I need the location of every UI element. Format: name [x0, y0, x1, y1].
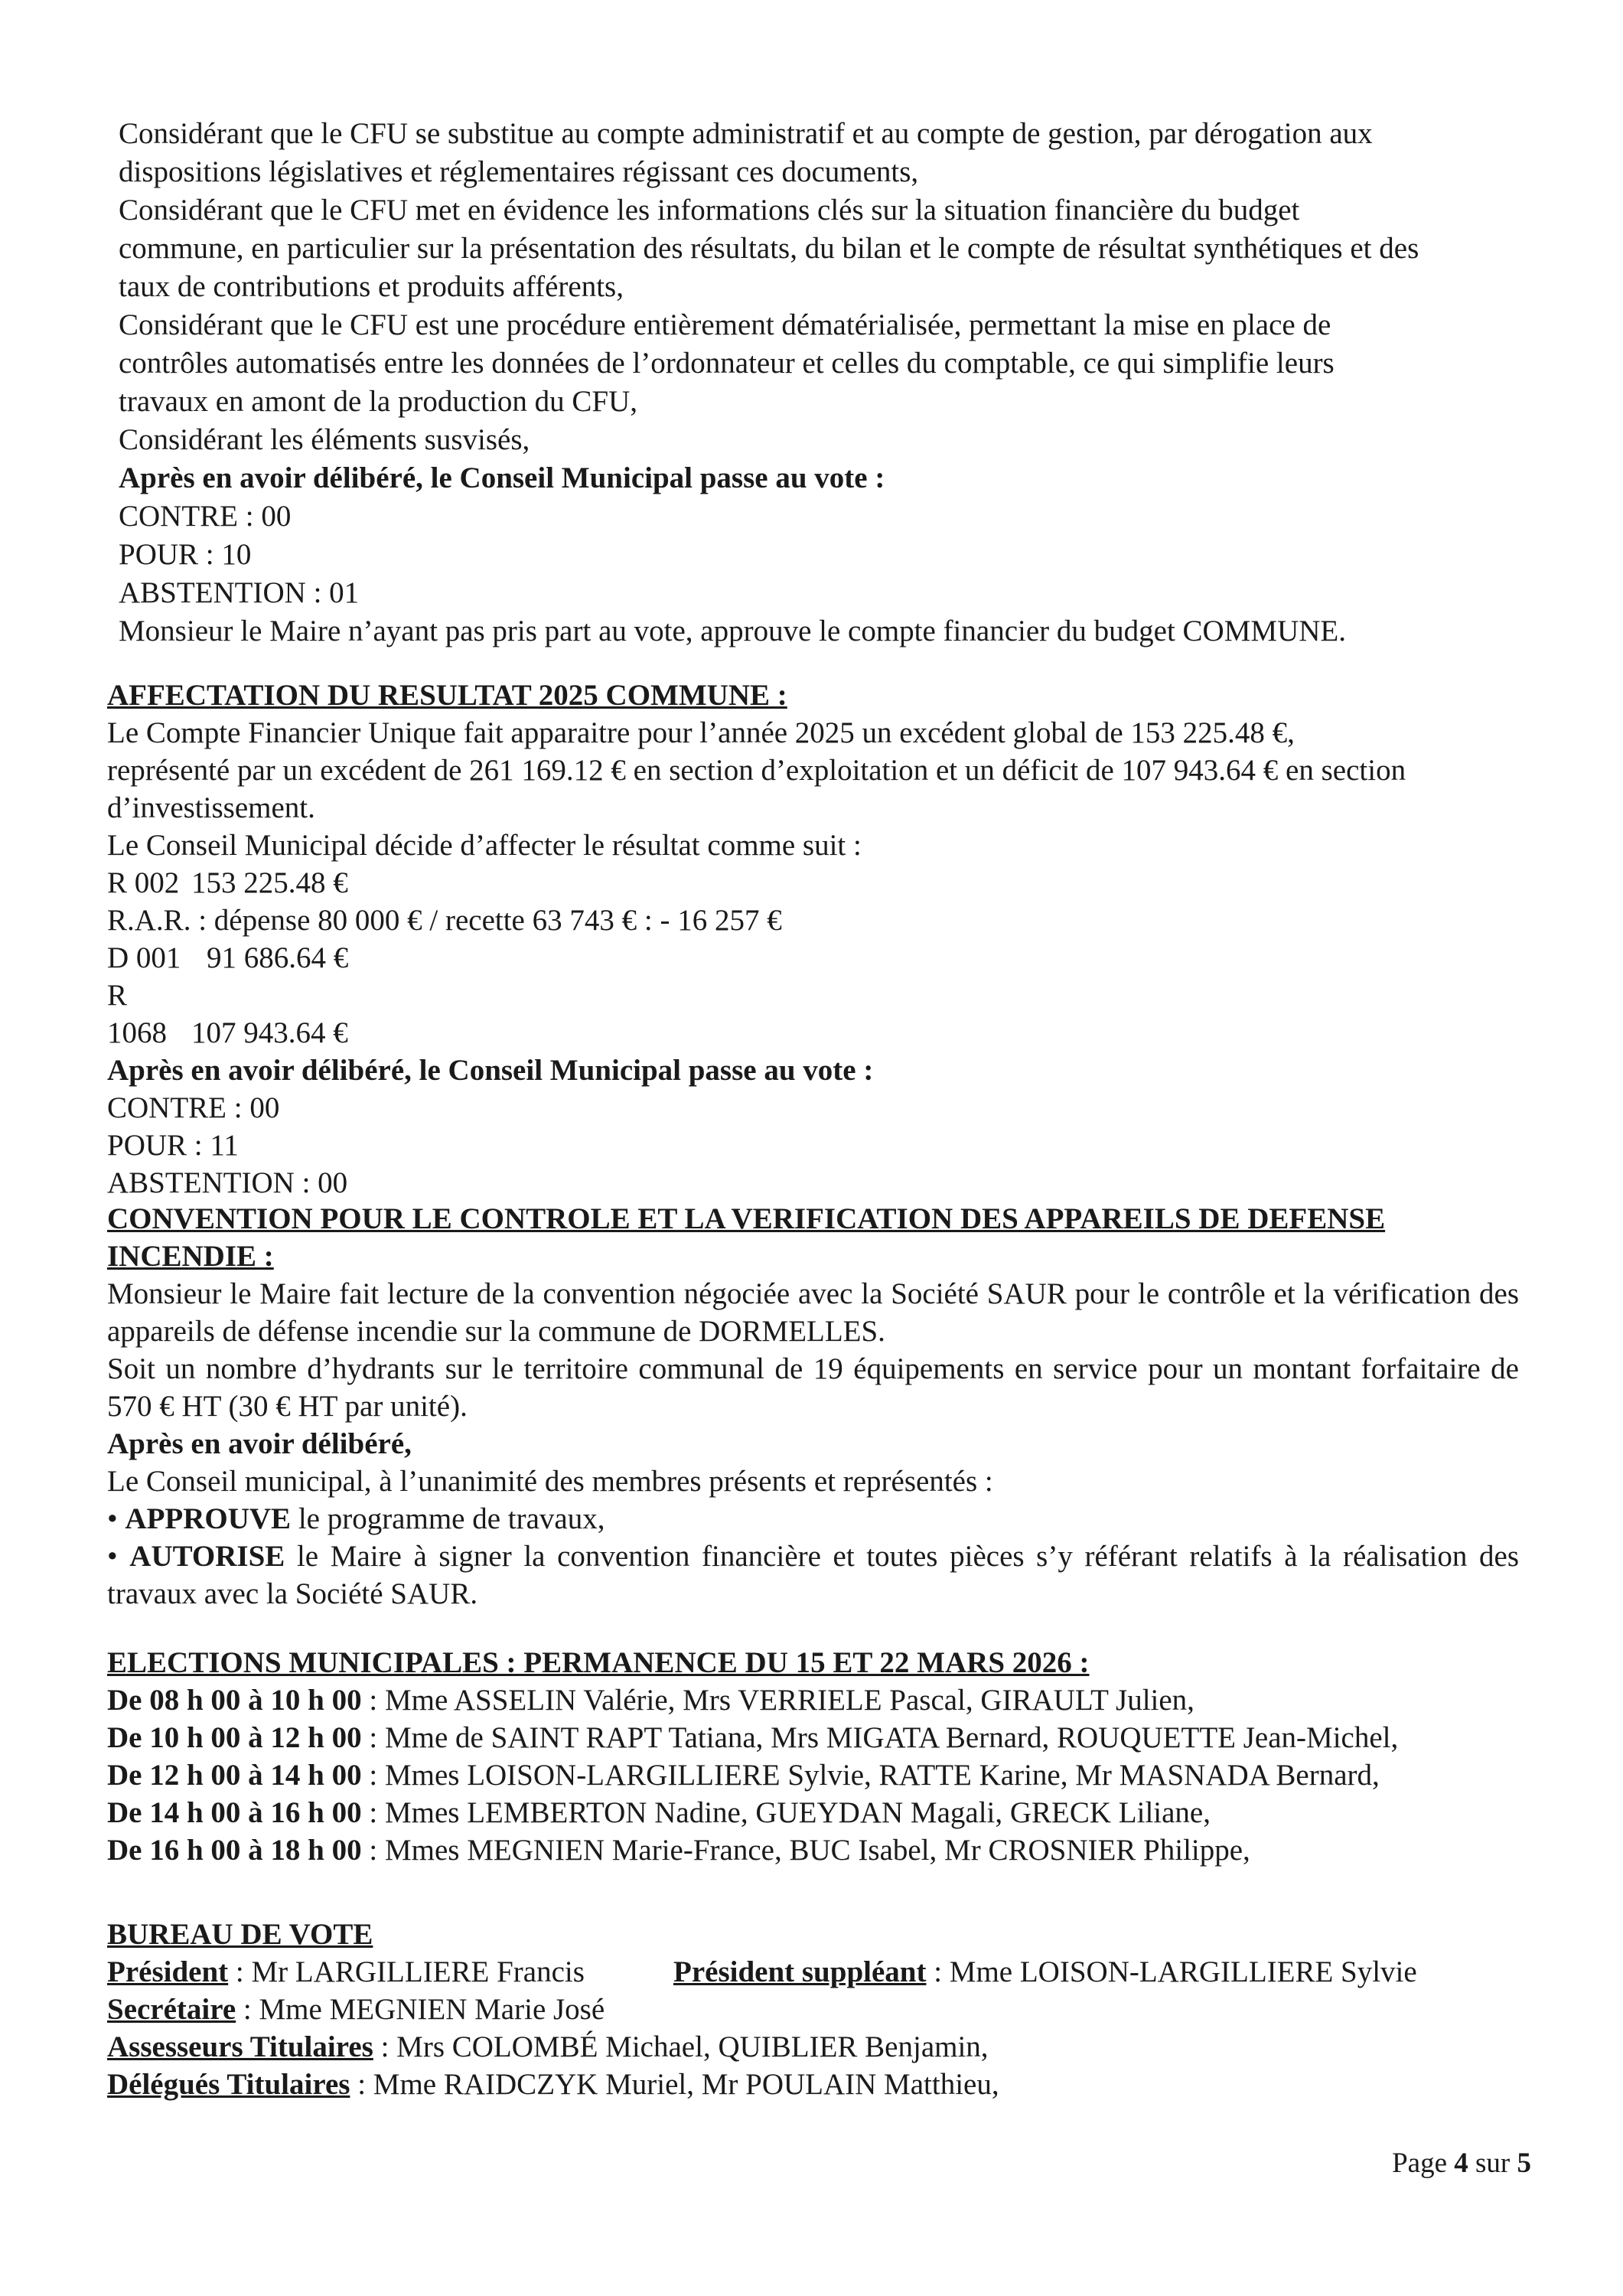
slot-time: De 10 h 00 à 12 h 00	[107, 1721, 362, 1754]
delegues-value: : Mme RAIDCZYK Muriel, Mr POULAIN Matthieu,	[350, 2068, 999, 2101]
permanence-slot	[107, 1756, 1538, 1794]
permanence-slot	[107, 1831, 1538, 1869]
permanence-slot	[107, 1681, 1538, 1719]
slot-time: De 14 h 00 à 16 h 00	[107, 1796, 362, 1829]
president-value: : Mr LARGILLIERE Francis	[228, 1955, 585, 1988]
assesseurs-row	[107, 2028, 1538, 2066]
affectation-text-line: Le Compte Financier Unique fait apparaitre pour l’année 2025 un excédent global de 153 225.48 €,	[107, 716, 1295, 749]
r1068-code: R 1068	[107, 979, 167, 1049]
rar-row: R.A.R. : dépense 80 000 € / recette 63 743 € : - 16 257 €	[107, 904, 782, 937]
slot-names: : Mme ASSELIN Valérie, Mrs VERRIELE Pascal, GIRAULT Julien,	[361, 1684, 1194, 1717]
convention-decision: Le Conseil municipal, à l’unanimité des membres présents et représentés :	[107, 1465, 993, 1498]
suppleant-entry	[673, 1953, 1417, 1991]
affectation-text-line: représenté par un excédent de 261 169.12 € en section d’exploitation et un déficit de 107 943.64 € en section	[107, 754, 1406, 787]
bullet-autorise: • AUTORISE le Maire à signer la convention financière et toutes pièces s’y référant relatifs à la réalisation des travaux avec la Société SAUR.	[107, 1540, 1520, 1610]
page-footer	[1392, 2147, 1531, 2180]
assesseurs-value: : Mrs COLOMBÉ Michael, QUIBLIER Benjamin,	[373, 2030, 989, 2063]
bullet-approuve-text: le programme de travaux,	[291, 1502, 605, 1535]
vote1-abstention: ABSTENTION : 01	[119, 576, 360, 609]
delegues-label: Délégués Titulaires	[107, 2068, 350, 2101]
affectation-abstention: ABSTENTION : 00	[107, 1166, 348, 1199]
bullet-autorise-bold: AUTORISE	[129, 1540, 285, 1573]
intro-line: dispositions législatives et réglementaires régissant ces documents,	[119, 155, 919, 188]
convention-section	[107, 1200, 1519, 1613]
r1068-row	[107, 977, 1538, 1052]
bullet-approuve-bold: APPROUVE	[125, 1502, 292, 1535]
intro-line: Considérant que le CFU est une procédure entièrement dématérialisée, permettant la mise en place de	[119, 308, 1331, 341]
president-label: Président	[107, 1955, 229, 1988]
delegues-row	[107, 2066, 1538, 2103]
permanence-slot	[107, 1794, 1538, 1831]
intro-line: Considérant que le CFU se substitue au compte administratif et au compte de gestion, par dérogation aux	[119, 117, 1373, 150]
president-entry	[107, 1953, 673, 1991]
convention-deliberation: Après en avoir délibéré,	[107, 1427, 412, 1460]
assesseurs-label: Assesseurs Titulaires	[107, 2030, 373, 2063]
permanence-slot	[107, 1719, 1538, 1756]
suppleant-value: : Mme LOISON-LARGILLIERE Sylvie	[926, 1955, 1417, 1988]
elections-section	[107, 1644, 1538, 1869]
slot-names: : Mmes LOISON-LARGILLIERE Sylvie, RATTE Karine, Mr MASNADA Bernard,	[361, 1759, 1380, 1792]
d001-code: D 001	[107, 941, 181, 974]
slot-names: : Mme de SAINT RAPT Tatiana, Mrs MIGATA Bernard, ROUQUETTE Jean-Michel,	[361, 1721, 1399, 1754]
footer-prefix: Page	[1392, 2148, 1455, 2179]
convention-para2: Soit un nombre d’hydrants sur le territoire communal de 19 équipements en service pour un montant forfaitaire de 570 € HT (30 € HT par unité).	[107, 1352, 1519, 1423]
bureau-section	[107, 1916, 1538, 2103]
slot-names: : Mmes LEMBERTON Nadine, GUEYDAN Magali, GRECK Liliane,	[361, 1796, 1211, 1829]
elections-title: ELECTIONS MUNICIPALES : PERMANENCE DU 15 ET 22 MARS 2026 :	[107, 1646, 1090, 1679]
footer-page-number: 4	[1454, 2148, 1468, 2179]
intro-line: commune, en particulier sur la présentation des résultats, du bilan et le compte de résultat synthétiques et des	[119, 232, 1419, 265]
suppleant-label: Président suppléant	[673, 1955, 927, 1988]
slot-time: De 08 h 00 à 10 h 00	[107, 1684, 362, 1717]
affectation-text-line: Le Conseil Municipal décide d’affecter le résultat comme suit :	[107, 829, 862, 862]
affectation-text-line: d’investissement.	[107, 791, 315, 824]
intro-line: travaux en amont de la production du CFU,	[119, 385, 638, 418]
bullet-autorise-text: le Maire à signer la convention financière et toutes pièces s’y référant relatifs à la réalisation des travaux avec la Société SAUR.	[107, 1540, 1520, 1610]
affectation-vote-heading: Après en avoir délibéré, le Conseil Municipal passe au vote :	[107, 1054, 874, 1087]
d001-value: 91 686.64 €	[207, 941, 349, 974]
affectation-contre: CONTRE : 00	[107, 1091, 280, 1124]
footer-page-total: 5	[1517, 2148, 1531, 2179]
r002-value: 153 225.48 €	[191, 866, 348, 899]
r1068-value: 107 943.64 €	[191, 1016, 348, 1049]
r002-row	[107, 864, 1538, 902]
intro-line: taux de contributions et produits afférents,	[119, 270, 624, 303]
d001-row	[107, 939, 1538, 977]
slot-names: : Mmes MEGNIEN Marie-France, BUC Isabel, Mr CROSNIER Philippe,	[361, 1834, 1250, 1867]
slot-time: De 16 h 00 à 18 h 00	[107, 1834, 362, 1867]
convention-title-line1: CONVENTION POUR LE CONTROLE ET LA VERIFICATION DES APPAREILS DE DEFENSE	[107, 1202, 1386, 1235]
intro-line: contrôles automatisés entre les données de l’ordonnateur et celles du comptable, ce qui simplifie leurs	[119, 347, 1335, 380]
r002-code: R 002	[107, 866, 180, 899]
secretaire-label: Secrétaire	[107, 1993, 236, 2026]
footer-middle: sur	[1468, 2148, 1517, 2179]
vote1-conclusion: Monsieur le Maire n’ayant pas pris part au vote, approuve le compte financier du budget COMMUNE.	[119, 615, 1346, 647]
affectation-title: AFFECTATION DU RESULTAT 2025 COMMUNE :	[107, 679, 787, 712]
affectation-pour: POUR : 11	[107, 1129, 239, 1162]
secretaire-value: : Mme MEGNIEN Marie José	[236, 1993, 605, 2026]
intro-line: Considérant que le CFU met en évidence les informations clés sur la situation financière du budget	[119, 194, 1300, 227]
convention-para1: Monsieur le Maire fait lecture de la convention négociée avec la Société SAUR pour le contrôle et la vérification des appareils de défense incendie sur la commune de DORMELLES.	[107, 1277, 1519, 1348]
vote1-contre: CONTRE : 00	[119, 500, 292, 533]
intro-line: Considérant les éléments susvisés,	[119, 423, 530, 456]
intro-considerants	[119, 115, 1519, 651]
vote1-heading: Après en avoir délibéré, le Conseil Municipal passe au vote :	[119, 461, 885, 494]
affectation-section	[107, 677, 1538, 1202]
bureau-title: BUREAU DE VOTE	[107, 1918, 373, 1951]
bullet-approuve: • APPROUVE le programme de travaux,	[107, 1502, 605, 1535]
bureau-president-row	[107, 1953, 1538, 1991]
slot-time: De 12 h 00 à 14 h 00	[107, 1759, 362, 1792]
secretaire-row	[107, 1991, 1538, 2028]
convention-title-line2: INCENDIE :	[107, 1240, 274, 1273]
vote1-pour: POUR : 10	[119, 538, 252, 571]
